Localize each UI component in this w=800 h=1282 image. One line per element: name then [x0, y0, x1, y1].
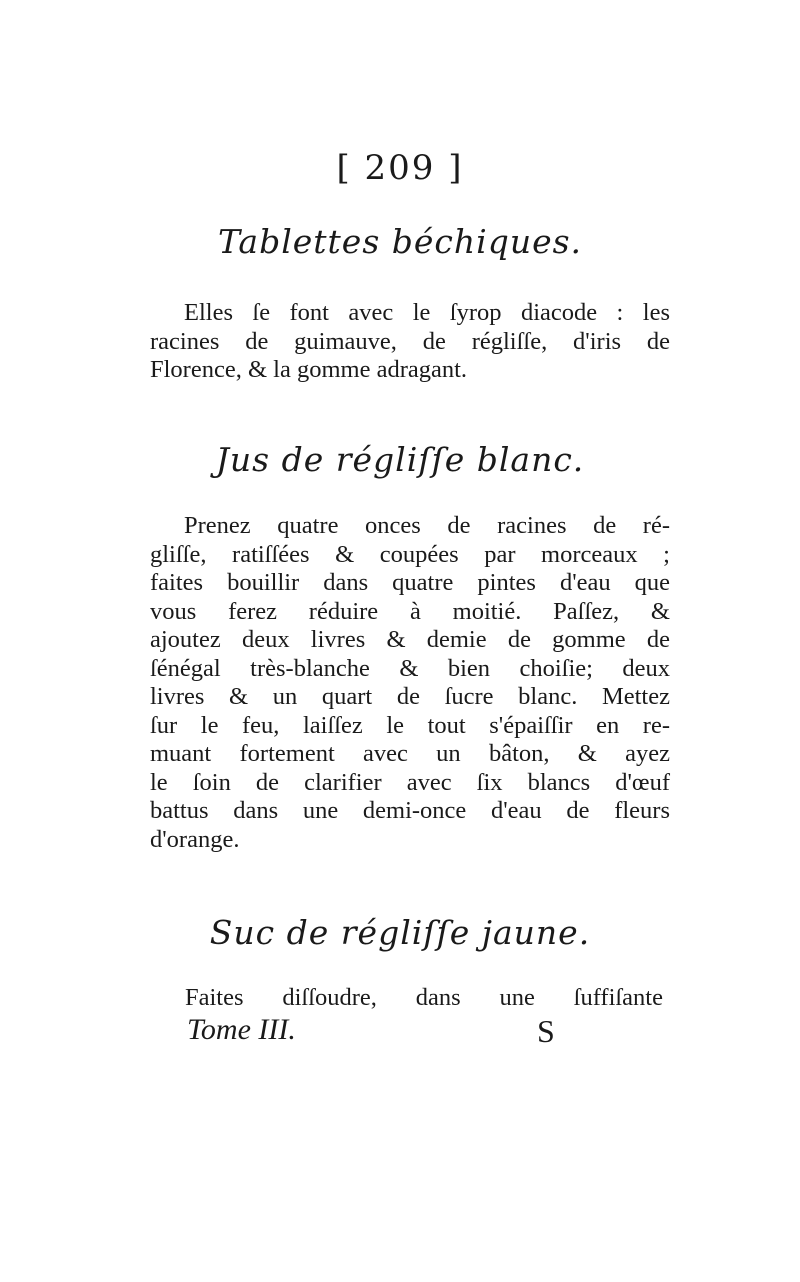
volume-marker: Tome III.: [187, 1013, 296, 1046]
paragraph-line: gliſſe, ratiſſées & coupées par morceaux ;: [150, 540, 670, 568]
paragraph-line: ajoutez deux livres & demie de gomme de: [150, 626, 670, 653]
section-title-suc-jaune: Suc de régliſſe jaune.: [209, 913, 591, 952]
paragraph-line: faites bouillir dans quatre pintes d'eau que: [150, 569, 670, 596]
paragraph-line: vous ferez réduire à moitié. Paſſez, &: [150, 597, 670, 625]
paragraph-tablettes: [150, 299, 670, 385]
signature-mark: S: [537, 1013, 555, 1049]
page-number: [ 209 ]: [336, 148, 464, 188]
paragraph-jus-blanc: [150, 512, 670, 854]
paragraph-line: muant fortement avec un bâton, & ayez: [150, 740, 670, 767]
paragraph-line: ſénégal très-blanche & bien choiſie; deux: [150, 654, 670, 682]
paragraph-line: Faites diſſoudre, dans une ſuffiſante: [185, 984, 663, 1011]
paragraph-line: racines de guimauve, de régliſſe, d'iris de: [150, 327, 670, 355]
paragraph-line: le ſoin de clarifier avec ſix blancs d'œuf: [150, 768, 670, 796]
paragraph-line: Prenez quatre onces de racines de ré-: [184, 512, 670, 539]
paragraph-line: Elles ſe font avec le ſyrop diacode : les: [184, 299, 670, 326]
paragraph-line: d'orange.: [150, 825, 240, 853]
paragraph-suc-jaune: [185, 984, 663, 1013]
paragraph-line: Florence, & la gomme adragant.: [150, 356, 468, 383]
paragraph-line: battus dans une demi-once d'eau de fleurs: [150, 797, 670, 824]
section-title-jus-blanc: Jus de régliſſe blanc.: [215, 440, 585, 479]
paragraph-line: ſur le feu, laiſſez le tout s'épaiſſir en re-: [150, 711, 670, 739]
paragraph-line: livres & un quart de ſucre blanc. Mettez: [150, 683, 670, 710]
section-title-tablettes: Tablettes béchiques.: [217, 222, 583, 261]
